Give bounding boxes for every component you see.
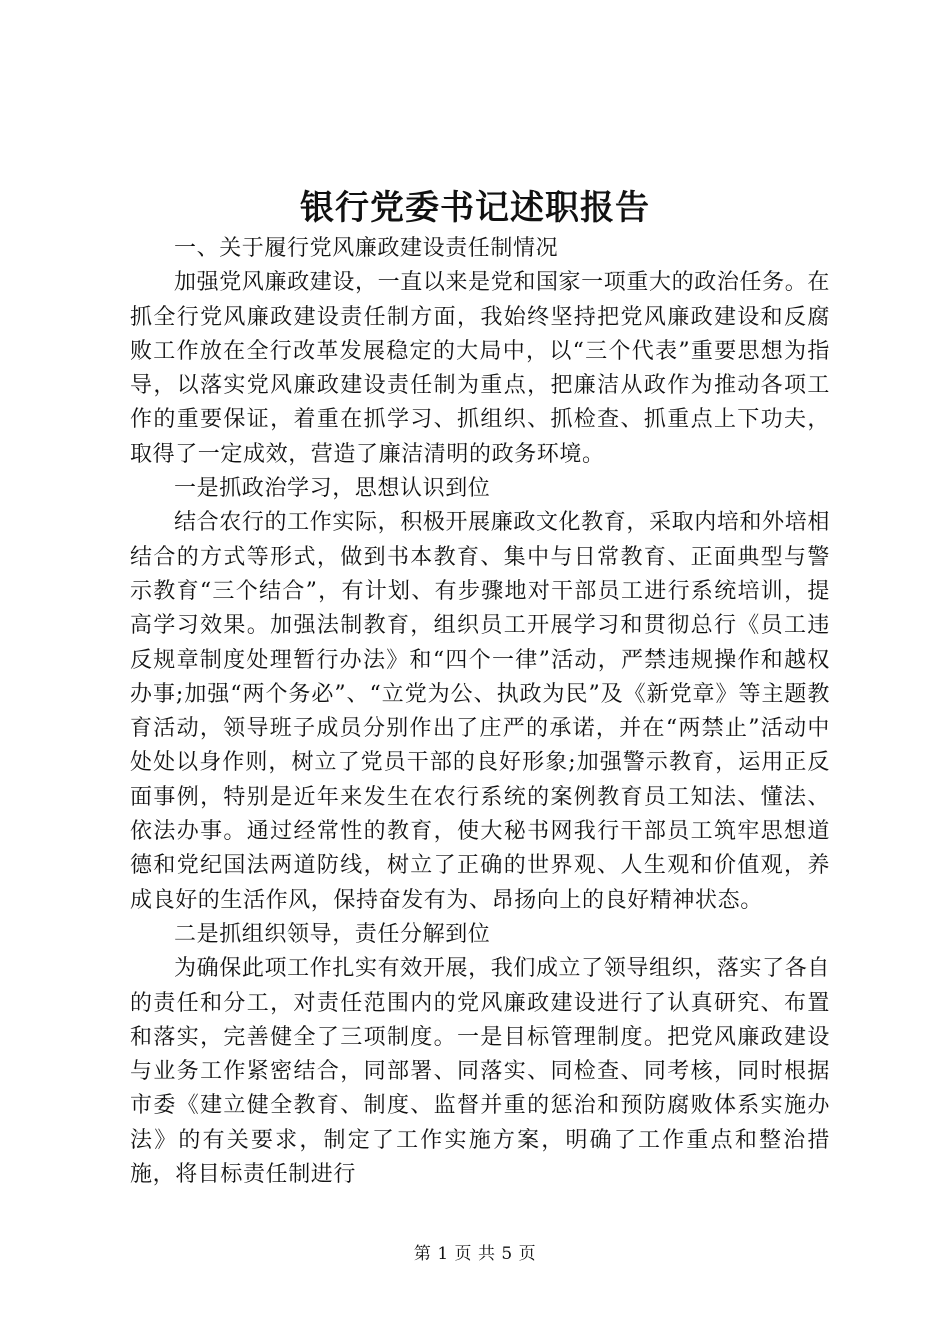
body-paragraph: 加强党风廉政建设，一直以来是党和国家一项重大的政治任务。在抓全行党风廉政建设责任制方面，我始终坚持把党风廉政建设和反腐败工作放在全行改革发展稳定的大局中，以“三个代表”重要思想为指导，以落实党风廉政建设责任制为重点，把廉洁从政作为推动各项工作的重要保证，着重在抓学习、抓组织、抓检查、抓重点上下功夫，取得了一定成效，营造了廉洁清明的政务环境。 <box>130 270 830 467</box>
subsection-heading: 一是抓政治学习，思想认识到位 <box>174 476 491 502</box>
document-title: 银行党委书记述职报告 <box>300 188 650 228</box>
body-paragraph: 为确保此项工作扎实有效开展，我们成立了领导组织，落实了各自的责任和分工，对责任范围内的党风廉政建设进行了认真研究、布置和落实，完善健全了三项制度。一是目标管理制度。把党风廉政建设与业务工作紧密结合，同部署、同落实、同检查、同考核，同时根据市委《建立健全教育、制度、监督并重的惩治和预防腐败体系实施办法》的有关要求，制定了工作实施方案，明确了工作重点和整治措施，将目标责任制进行 <box>130 956 830 1188</box>
subsection-heading: 二是抓组织领导，责任分解到位 <box>174 921 491 947</box>
page-number-footer: 第 1 页 共 5 页 <box>413 1244 537 1264</box>
document-body <box>130 232 830 1192</box>
section-heading: 一、关于履行党风廉政建设责任制情况 <box>174 236 559 261</box>
body-paragraph: 结合农行的工作实际，积极开展廉政文化教育，采取内培和外培相结合的方式等形式，做到书本教育、集中与日常教育、正面典型与警示教育“三个结合”，有计划、有步骤地对干部员工进行系统培训，提高学习效果。加强法制教育，组织员工开展学习和贯彻总行《员工违反规章制度处理暂行办法》和“四个一律”活动，严禁违规操作和越权办事;加强“两个务必”、“立党为公、执政为民”及《新党章》等主题教育活动，领导班子成员分别作出了庄严的承诺，并在“两禁止”活动中处处以身作则，树立了党员干部的良好形象;加强警示教育，运用正反面事例，特别是近年来发生在农行系统的案例教育员工知法、懂法、依法办事。通过经常性的教育，使大秘书网我行干部员工筑牢思想道德和党纪国法两道防线，树立了正确的世界观、人生观和价值观，养成良好的生活作风，保持奋发有为、昂扬向上的良好精神状态。 <box>130 510 830 913</box>
